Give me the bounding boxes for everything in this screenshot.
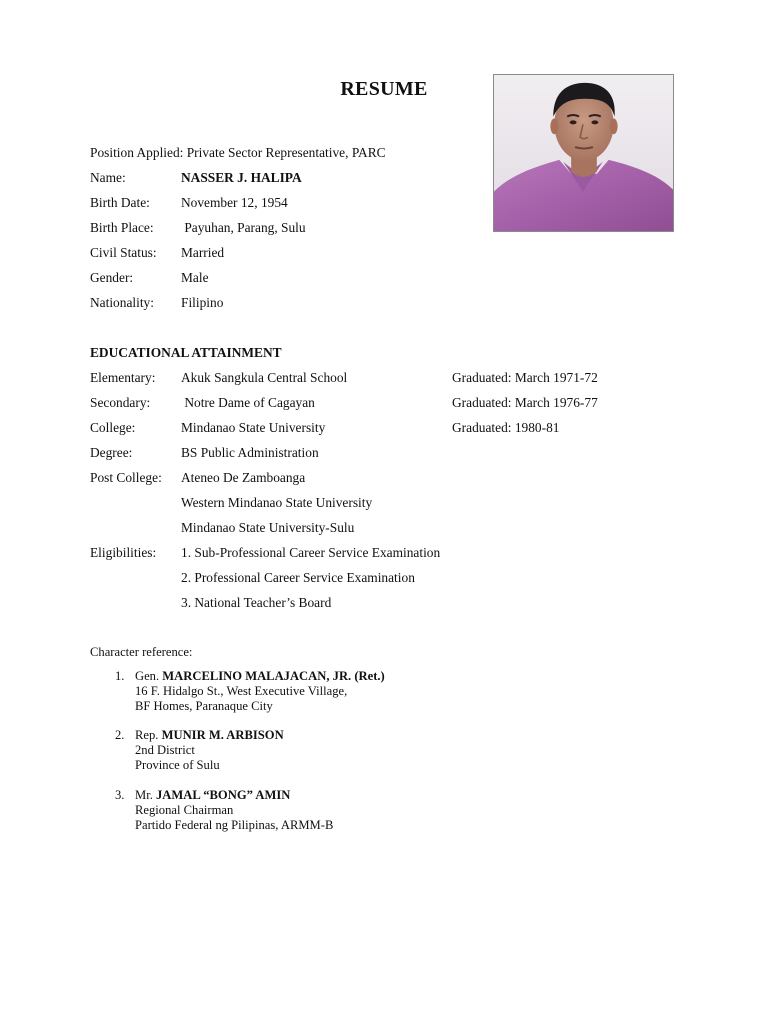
references-heading: Character reference: <box>90 645 193 659</box>
reference-item <box>135 669 385 684</box>
education-graduated: Graduated: March 1971-72 <box>452 370 598 385</box>
reference-detail: Regional Chairman <box>135 803 234 817</box>
eligibility-item: 1. Sub-Professional Career Service Examination <box>181 545 441 560</box>
reference-detail: 16 F. Hidalgo St., West Executive Village, <box>135 684 348 698</box>
reference-number: 1. <box>115 669 125 683</box>
education-graduated: Graduated: March 1976-77 <box>452 395 598 410</box>
education-heading: EDUCATIONAL ATTAINMENT <box>90 345 282 360</box>
name-label: Name: <box>90 170 126 185</box>
birth-date-value: November 12, 1954 <box>181 195 288 210</box>
reference-prefix: Mr. <box>135 788 156 802</box>
applicant-photo <box>493 74 674 232</box>
education-school: BS Public Administration <box>181 445 319 460</box>
reference-name: JAMAL “BONG” AMIN <box>156 788 291 802</box>
eligibilities-label: Eligibilities: <box>90 545 157 560</box>
birth-date-label: Birth Date: <box>90 195 150 210</box>
reference-prefix: Gen. <box>135 669 163 683</box>
reference-detail: BF Homes, Paranaque City <box>135 699 273 713</box>
name-value: NASSER J. HALIPA <box>181 170 302 185</box>
civil-status-label: Civil Status: <box>90 245 157 260</box>
education-school: Ateneo De Zamboanga <box>181 470 306 485</box>
education-school: Western Mindanao State University <box>181 495 373 510</box>
education-school: Akuk Sangkula Central School <box>181 370 348 385</box>
birth-place-label: Birth Place: <box>90 220 154 235</box>
reference-name: MUNIR M. ARBISON <box>161 728 284 742</box>
reference-detail: Partido Federal ng Pilipinas, ARMM-B <box>135 818 334 832</box>
birth-place-value: Payuhan, Parang, Sulu <box>181 220 306 235</box>
education-graduated: Graduated: 1980-81 <box>452 420 560 435</box>
reference-name: MARCELINO MALAJACAN, JR. (Ret.) <box>162 669 385 683</box>
reference-detail: Province of Sulu <box>135 758 220 772</box>
education-school: Mindanao State University-Sulu <box>181 520 355 535</box>
nationality-value: Filipino <box>181 295 224 310</box>
eligibility-item: 3. National Teacher’s Board <box>181 595 332 610</box>
education-label: Degree: <box>90 445 133 460</box>
education-label: College: <box>90 420 136 435</box>
position-applied: Position Applied: Private Sector Representative, PARC <box>90 145 386 160</box>
reference-number: 2. <box>115 728 125 742</box>
eligibility-item: 2. Professional Career Service Examination <box>181 570 415 585</box>
education-label: Post College: <box>90 470 162 485</box>
reference-item <box>135 788 290 803</box>
nationality-label: Nationality: <box>90 295 154 310</box>
reference-item <box>135 728 284 743</box>
portrait-image <box>494 75 673 231</box>
reference-detail: 2nd District <box>135 743 195 757</box>
education-label: Secondary: <box>90 395 151 410</box>
gender-value: Male <box>181 270 209 285</box>
reference-number: 3. <box>115 788 125 802</box>
reference-prefix: Rep. <box>135 728 162 742</box>
education-school: Notre Dame of Cagayan <box>181 395 315 410</box>
education-school: Mindanao State University <box>181 420 326 435</box>
education-label: Elementary: <box>90 370 156 385</box>
gender-label: Gender: <box>90 270 134 285</box>
civil-status-value: Married <box>181 245 225 260</box>
resume-title: RESUME <box>340 78 428 100</box>
